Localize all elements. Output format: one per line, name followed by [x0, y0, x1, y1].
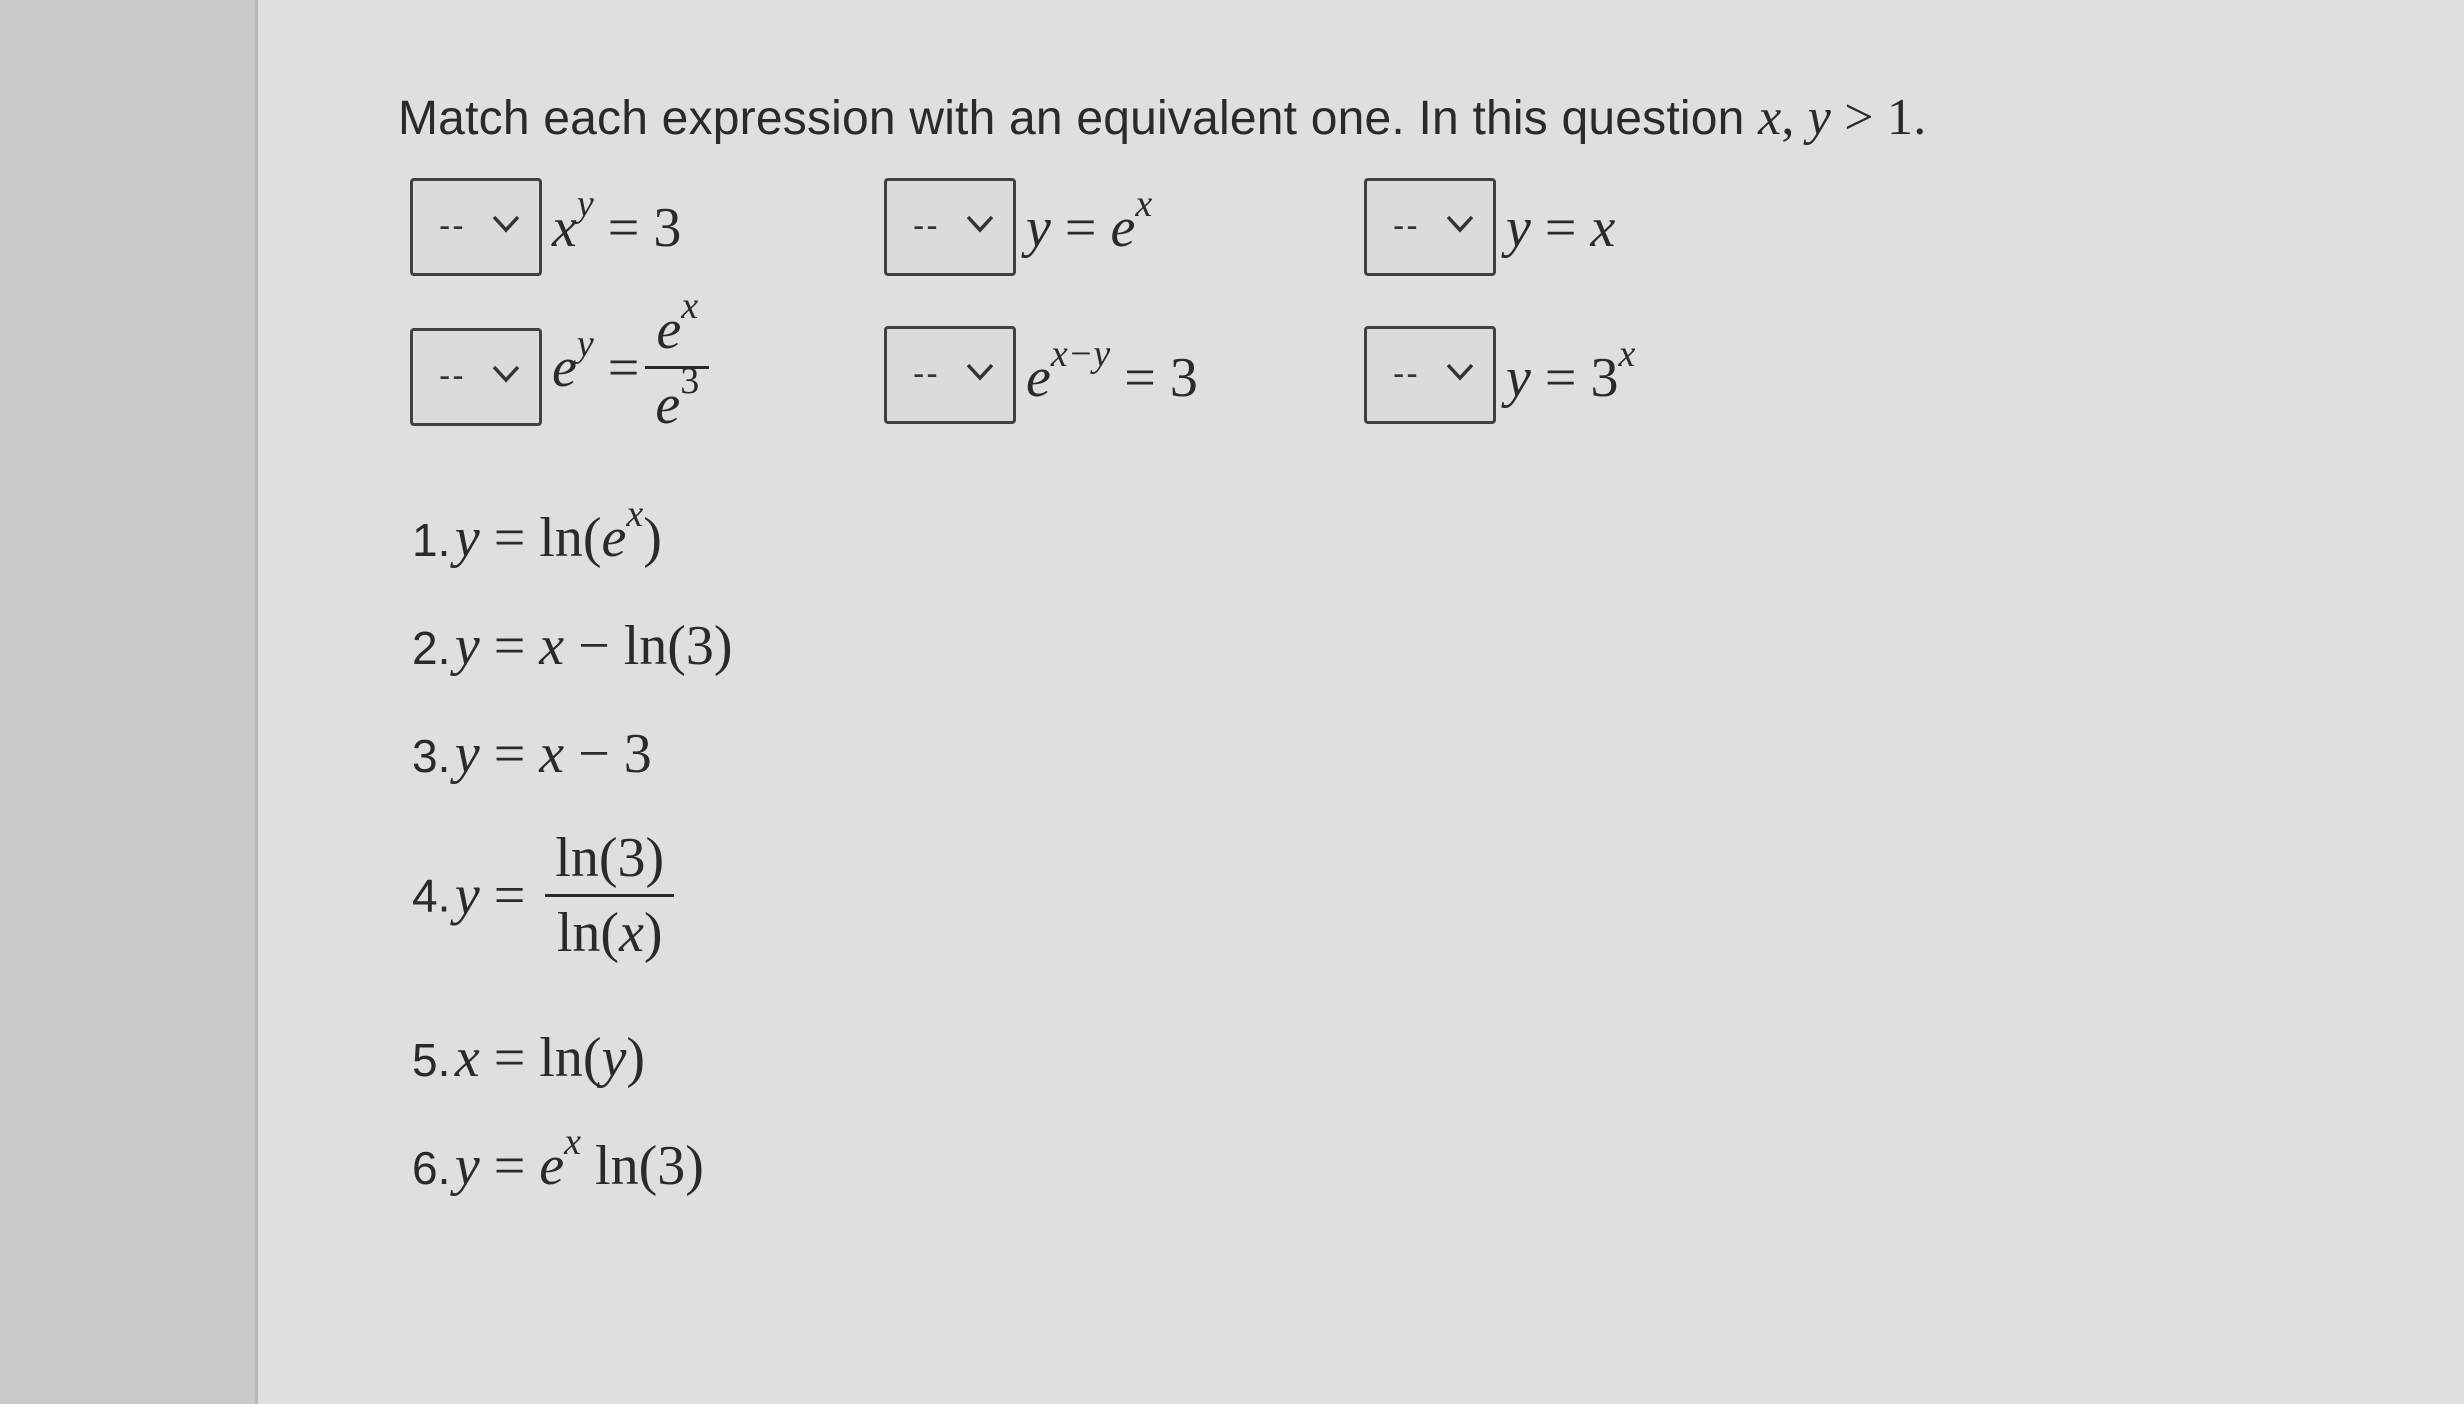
question-prompt: Match each expression with an equivalent one. In this question x, y > 1.: [398, 89, 1927, 146]
chevron-down-icon: [965, 213, 995, 235]
expression-3: y = x: [1506, 197, 1616, 259]
option-2: 2. y = x − ln(3): [412, 615, 733, 677]
option-5: 5. x = ln(y): [412, 1027, 646, 1089]
dropdown-2-value: --: [913, 207, 940, 245]
dropdown-4-value: --: [439, 357, 466, 395]
dropdown-3-value: --: [1393, 207, 1420, 245]
dropdown-1[interactable]: [410, 178, 542, 276]
prompt-text: Match each expression with an equivalent one. In this question: [398, 92, 1759, 145]
prompt-var-y: y: [1807, 89, 1832, 146]
expression-2: $y = e^x$: [1026, 183, 1153, 259]
dropdown-3[interactable]: [1364, 178, 1496, 276]
dropdown-1-value: --: [439, 207, 466, 245]
dropdown-5-value: --: [913, 355, 940, 393]
expression-1: $x^y = 3$: [552, 183, 682, 259]
expression-5: $e^{x-y} = 3$: [1026, 333, 1198, 409]
dropdown-2[interactable]: [884, 178, 1016, 276]
option-1: 1. $y = \ln(e^x)$: [412, 493, 662, 569]
chevron-down-icon: [1445, 213, 1475, 235]
option-4: 4. y = $\frac{\ln(3)}{\ln(x)}$: [412, 826, 680, 965]
fraction: $\frac{e^x}{e^3}$: [645, 298, 709, 437]
chevron-down-icon: [965, 361, 995, 383]
expression-6: $y = 3^x$: [1506, 333, 1636, 409]
dropdown-4[interactable]: [410, 328, 542, 426]
dropdown-6-value: --: [1393, 355, 1420, 393]
chevron-down-icon: [491, 363, 521, 385]
fraction: $\frac{\ln(3)}{\ln(x)}$: [545, 826, 674, 965]
left-gutter: [0, 0, 258, 1404]
prompt-condition: > 1.: [1831, 89, 1927, 146]
prompt-var-x: x: [1758, 89, 1782, 146]
option-6: 6. $y = e^x$ ln(3): [412, 1121, 704, 1197]
expression-4: $e^y$ = $\frac{e^x}{e^3}$: [552, 298, 715, 437]
option-3: 3. y = x − 3: [412, 723, 652, 785]
chevron-down-icon: [491, 213, 521, 235]
dropdown-5[interactable]: [884, 326, 1016, 424]
chevron-down-icon: [1445, 361, 1475, 383]
dropdown-6[interactable]: [1364, 326, 1496, 424]
